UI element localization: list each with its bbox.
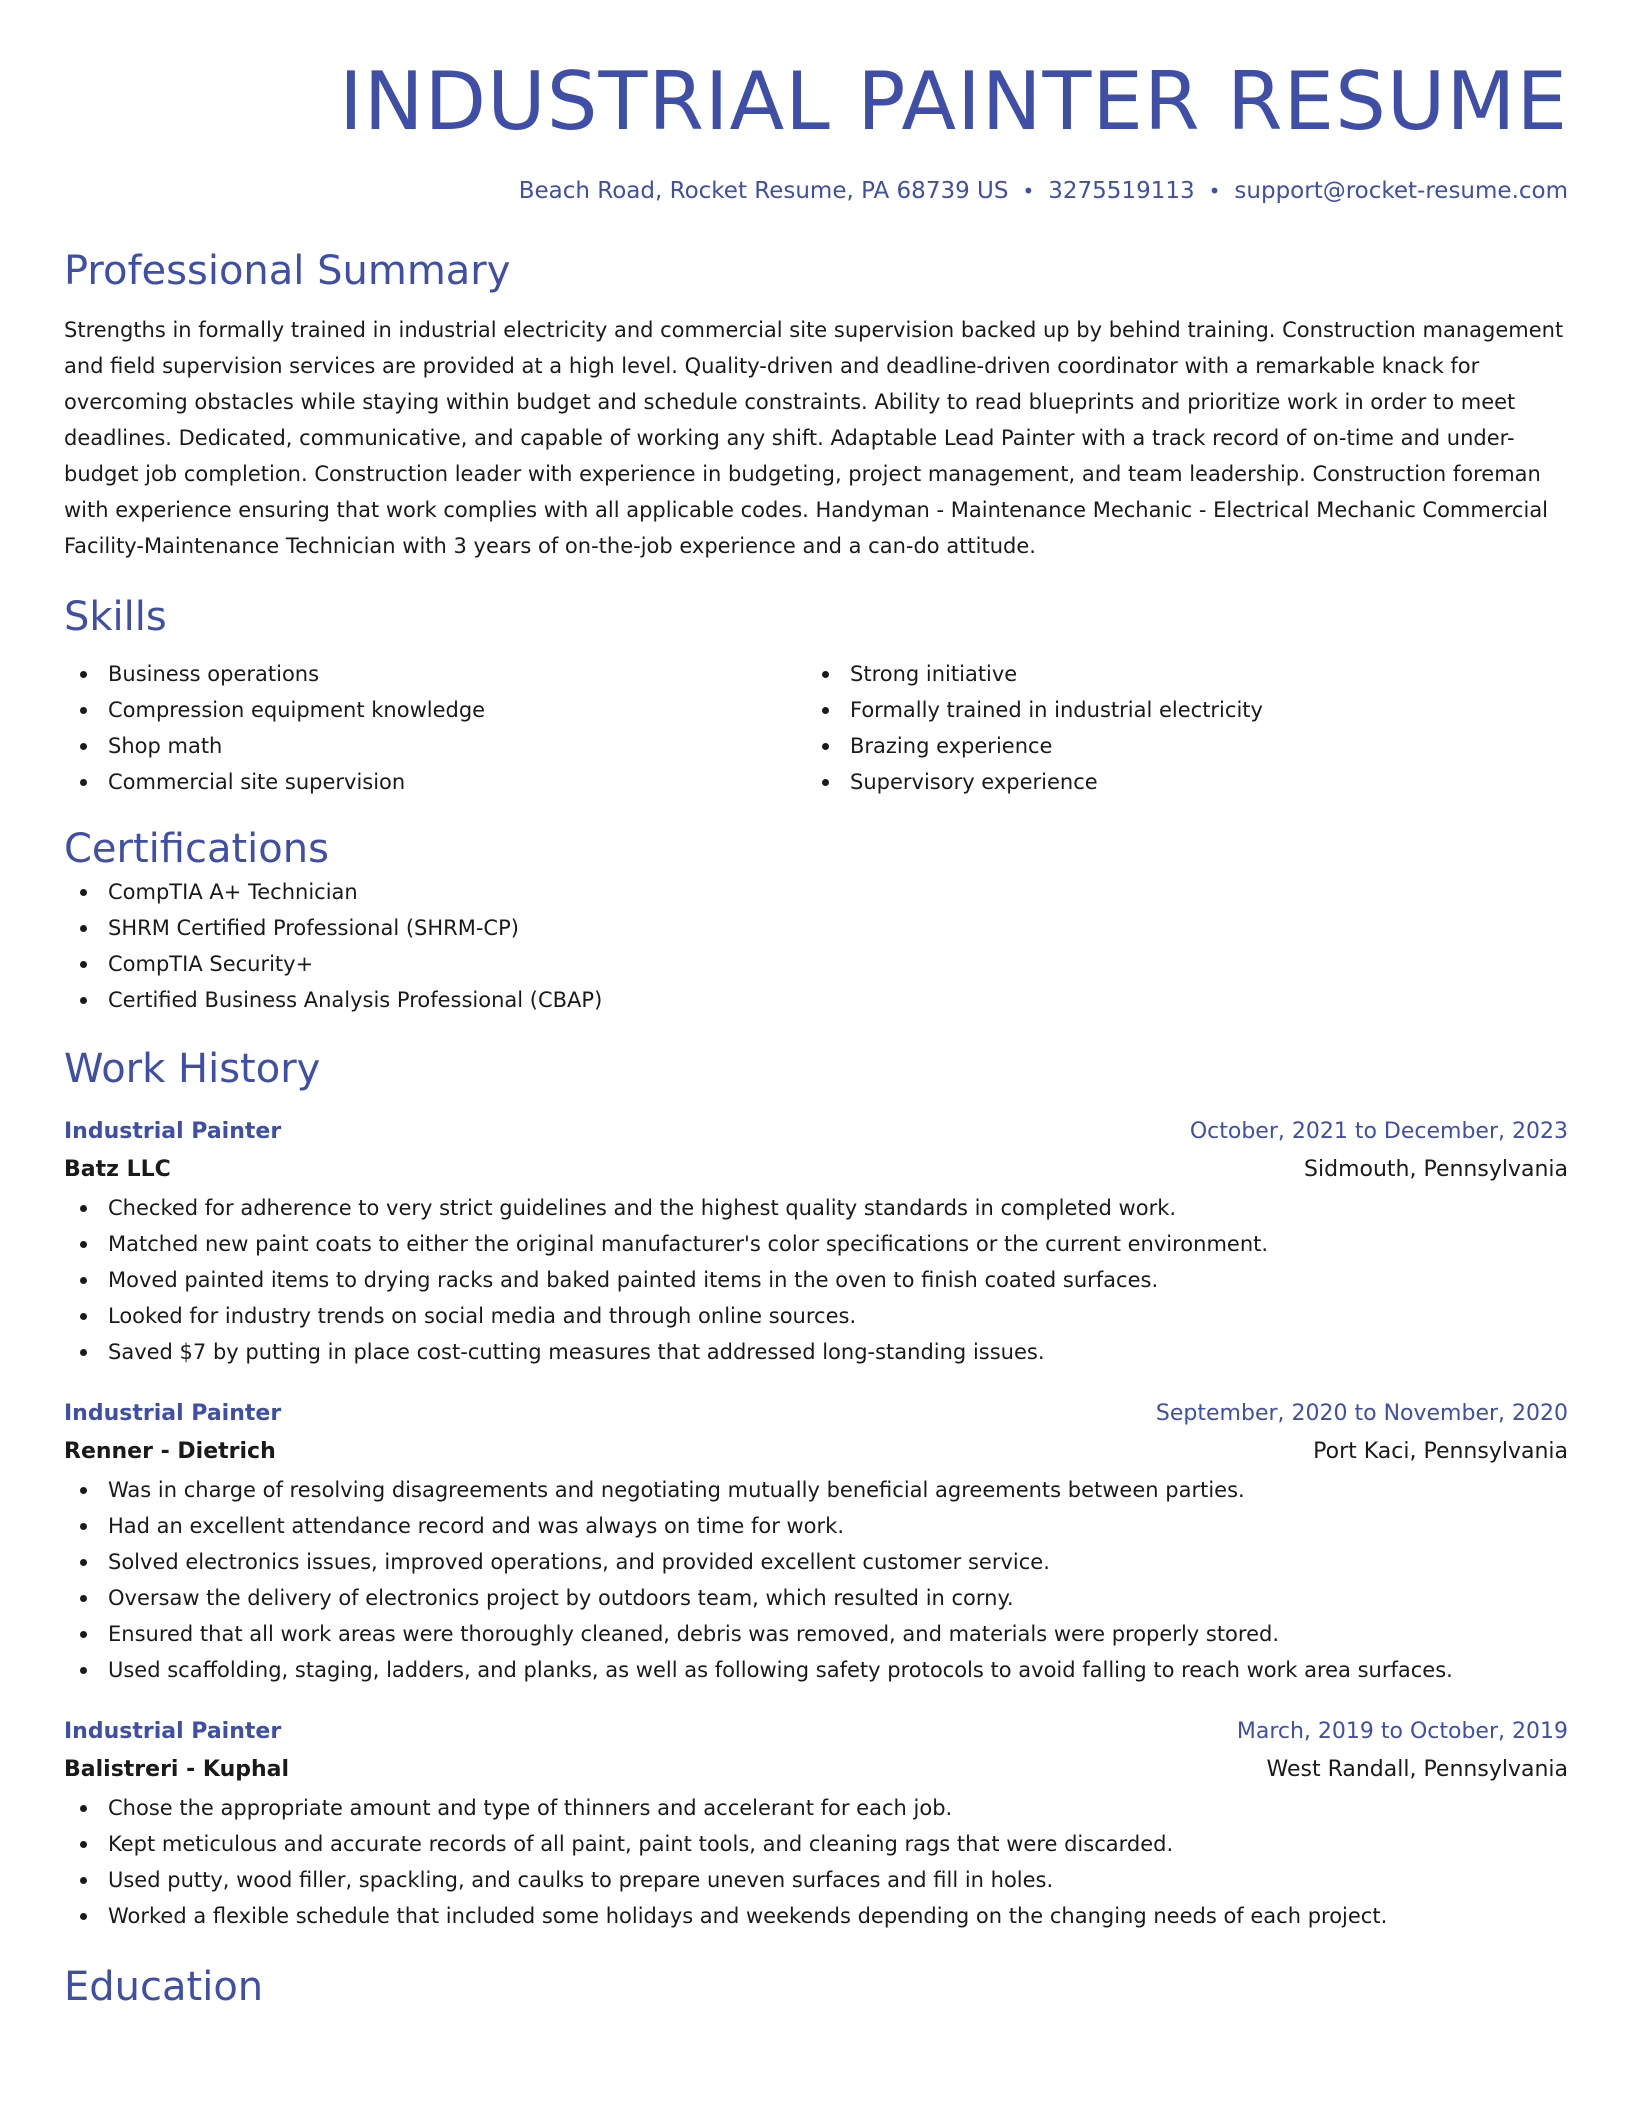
job-dates: October, 2021 to December, 2023 <box>1189 1119 1568 1144</box>
job-bullet-list <box>64 1472 1568 1688</box>
job-header-row <box>64 1714 1568 1750</box>
contact-email[interactable]: support@rocket-resume.com <box>1234 178 1568 204</box>
work-history-heading: Work History <box>64 1046 321 1092</box>
work-history-list <box>64 1114 1568 1934</box>
certification-item: Certified Business Analysis Professional (CBAP) <box>64 982 1568 1018</box>
job-bullet-list <box>64 1790 1568 1934</box>
summary-heading: Professional Summary <box>64 248 511 294</box>
job-bullet: Had an excellent attendance record and was always on time for work. <box>64 1508 1568 1544</box>
job-company: Batz LLC <box>64 1157 171 1182</box>
job-entry <box>64 1114 1568 1370</box>
job-company: Renner - Dietrich <box>64 1439 276 1464</box>
skill-item: Business operations <box>64 656 806 692</box>
job-bullet: Ensured that all work areas were thoroughly cleaned, debris was removed, and materials were properly stored. <box>64 1616 1568 1652</box>
skill-item: Compression equipment knowledge <box>64 692 806 728</box>
certification-item: CompTIA A+ Technician <box>64 874 1568 910</box>
contact-address: Beach Road, Rocket Resume, PA 68739 US <box>518 178 1009 204</box>
skills-column-left <box>64 656 806 800</box>
job-title: Industrial Painter <box>64 1401 282 1426</box>
job-bullet: Moved painted items to drying racks and baked painted items in the oven to finish coated surfaces. <box>64 1262 1568 1298</box>
certifications-heading: Certifications <box>64 826 329 872</box>
job-bullet: Kept meticulous and accurate records of all paint, paint tools, and cleaning rags that were discarded. <box>64 1826 1568 1862</box>
job-company-row <box>64 1150 1568 1190</box>
job-company-row <box>64 1432 1568 1472</box>
job-bullet: Used scaffolding, staging, ladders, and planks, as well as following safety protocols to avoid falling to reach work area surfaces. <box>64 1652 1568 1688</box>
skills-column-right <box>806 656 1548 800</box>
skill-item: Strong initiative <box>806 656 1548 692</box>
certifications-list <box>64 874 1568 1018</box>
job-bullet: Chose the appropriate amount and type of thinners and accelerant for each job. <box>64 1790 1568 1826</box>
job-company-row <box>64 1750 1568 1790</box>
certification-item: SHRM Certified Professional (SHRM-CP) <box>64 910 1568 946</box>
job-bullet: Used putty, wood filler, spackling, and caulks to prepare uneven surfaces and fill in holes. <box>64 1862 1568 1898</box>
job-dates: March, 2019 to October, 2019 <box>1236 1719 1568 1744</box>
job-bullet: Solved electronics issues, improved operations, and provided excellent customer service. <box>64 1544 1568 1580</box>
job-header-row <box>64 1396 1568 1432</box>
job-bullet: Oversaw the delivery of electronics project by outdoors team, which resulted in corny. <box>64 1580 1568 1616</box>
resume-title: INDUSTRIAL PAINTER RESUME <box>339 55 1568 148</box>
job-bullet: Checked for adherence to very strict guidelines and the highest quality standards in completed work. <box>64 1190 1568 1226</box>
job-bullet: Looked for industry trends on social media and through online sources. <box>64 1298 1568 1334</box>
job-entry <box>64 1396 1568 1688</box>
job-location: Sidmouth, Pennsylvania <box>1304 1157 1568 1182</box>
job-bullet: Worked a flexible schedule that included some holidays and weekends depending on the changing needs of each project. <box>64 1898 1568 1934</box>
skill-item: Formally trained in industrial electricity <box>806 692 1548 728</box>
skill-item: Brazing experience <box>806 728 1548 764</box>
contact-phone: 3275519113 <box>1048 178 1195 204</box>
skills-grid <box>64 656 1568 800</box>
certification-item: CompTIA Security+ <box>64 946 1568 982</box>
job-bullet: Matched new paint coats to either the original manufacturer's color specifications or the current environment. <box>64 1226 1568 1262</box>
summary-text: Strengths in formally trained in industrial electricity and commercial site supervision backed up by behind training. Construction management and field supervision services are provided at a high level. Quality-driven and deadline-driven coordinator with a remarkable knack for overcoming obstacles while staying within budget and schedule constraints. Ability to read blueprints and prioritize work in order to meet deadlines. Dedicated, communicative, and capable of working any shift. Adaptable Lead Painter with a track record of on-time and under-budget job completion. Construction leader with experience in budgeting, project management, and team leadership. Construction foreman with experience ensuring that work complies with all applicable codes. Handyman - Maintenance Mechanic - Electrical Mechanic Commercial Facility-Maintenance Technician with 3 years of on-the-job experience and a can-do attitude. <box>64 318 1564 558</box>
job-bullet: Was in charge of resolving disagreements and negotiating mutually beneficial agreements between parties. <box>64 1472 1568 1508</box>
job-entry <box>64 1714 1568 1934</box>
job-title: Industrial Painter <box>64 1719 282 1744</box>
job-bullet: Saved $7 by putting in place cost-cutting measures that addressed long-standing issues. <box>64 1334 1568 1370</box>
job-title: Industrial Painter <box>64 1119 282 1144</box>
job-location: West Randall, Pennsylvania <box>1266 1757 1568 1782</box>
skill-item: Supervisory experience <box>806 764 1548 800</box>
job-company: Balistreri - Kuphal <box>64 1757 290 1782</box>
job-dates: September, 2020 to November, 2020 <box>1155 1401 1568 1426</box>
skills-heading: Skills <box>64 594 167 640</box>
job-bullet-list <box>64 1190 1568 1370</box>
skill-item: Shop math <box>64 728 806 764</box>
contact-separator: • <box>1208 179 1221 203</box>
contact-line <box>64 176 1568 206</box>
contact-separator: • <box>1022 179 1035 203</box>
resume-page <box>64 0 1568 2012</box>
job-header-row <box>64 1114 1568 1150</box>
job-location: Port Kaci, Pennsylvania <box>1313 1439 1568 1464</box>
education-heading: Education <box>64 1964 264 2010</box>
skill-item: Commercial site supervision <box>64 764 806 800</box>
